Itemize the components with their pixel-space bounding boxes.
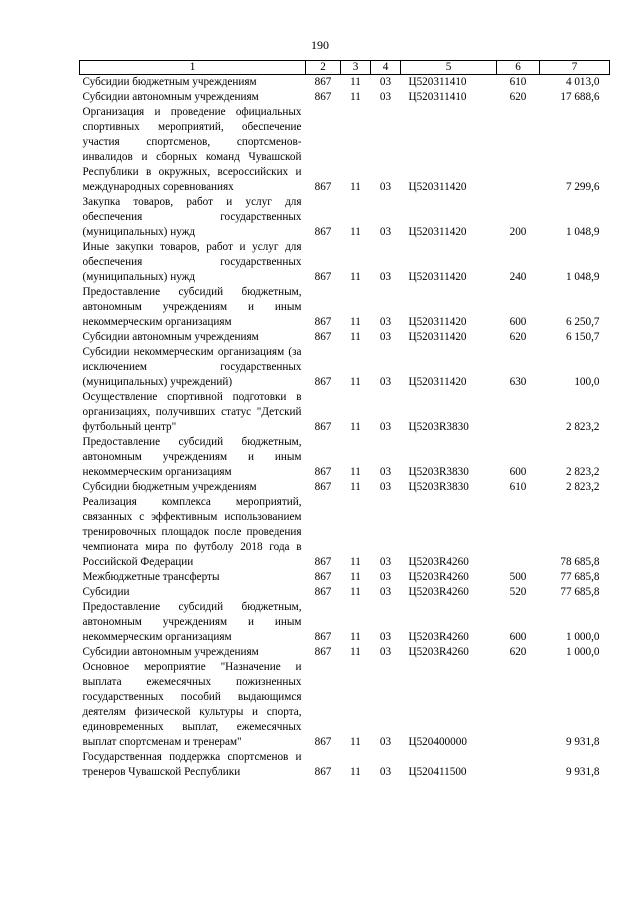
row-section-code: 11 xyxy=(350,481,361,493)
row-target-code: Ц5203R4260 xyxy=(408,646,469,658)
row-subsection-code: 03 xyxy=(379,556,392,568)
row-ministry-code: 867 xyxy=(314,481,332,493)
table-row xyxy=(80,285,610,330)
row-section-code: 11 xyxy=(350,331,361,343)
row-section-code: 11 xyxy=(350,316,361,328)
row-section-code: 11 xyxy=(350,91,361,103)
row-expense-type: 610 xyxy=(509,481,527,493)
row-section-code: 11 xyxy=(350,466,361,478)
row-section-code: 11 xyxy=(350,766,361,778)
row-subsection-code: 03 xyxy=(379,571,392,583)
page-number: 190 xyxy=(311,38,329,52)
column-header: 5 xyxy=(401,61,497,75)
row-name: Закупка товаров, работ и услуг для обеспечения государственных (муниципальных) нужд xyxy=(82,196,302,238)
row-section-code: 11 xyxy=(350,376,361,388)
row-name: Предоставление субсидий бюджетным, автономным учреждениям и иным некоммерческим организациям xyxy=(82,436,302,478)
row-subsection-code: 03 xyxy=(379,181,392,193)
row-subsection-code: 03 xyxy=(379,421,392,433)
row-subsection-code: 03 xyxy=(379,226,392,238)
row-subsection-code: 03 xyxy=(379,376,392,388)
row-ministry-code: 867 xyxy=(314,331,332,343)
row-ministry-code: 867 xyxy=(314,76,332,88)
row-subsection-code: 03 xyxy=(379,736,392,748)
table-row xyxy=(80,480,610,495)
row-target-code: Ц520311420 xyxy=(408,331,467,343)
row-expense-type: 200 xyxy=(509,226,527,238)
row-target-code: Ц5203R4260 xyxy=(408,571,469,583)
row-target-code: Ц520400000 xyxy=(408,736,467,748)
row-expense-type: 600 xyxy=(509,631,527,643)
row-subsection-code: 03 xyxy=(379,766,392,778)
row-ministry-code: 867 xyxy=(314,766,332,778)
row-expense-type: 620 xyxy=(509,646,527,658)
row-ministry-code: 867 xyxy=(314,586,332,598)
row-amount: 77 685,8 xyxy=(560,571,600,583)
row-target-code: Ц520311420 xyxy=(408,316,467,328)
row-name: Государственная поддержка спортсменов и тренеров Чувашской Республики xyxy=(82,751,302,778)
row-target-code: Ц520311420 xyxy=(408,271,467,283)
row-amount: 9 931,8 xyxy=(565,766,600,778)
table-row xyxy=(80,585,610,600)
row-ministry-code: 867 xyxy=(314,421,332,433)
column-header: 7 xyxy=(540,61,610,75)
row-ministry-code: 867 xyxy=(314,631,332,643)
row-amount: 2 823,2 xyxy=(565,481,600,493)
row-name: Субсидии бюджетным учреждениям xyxy=(82,481,257,493)
row-target-code: Ц520311410 xyxy=(408,76,467,88)
row-amount: 9 931,8 xyxy=(565,736,600,748)
row-name: Межбюджетные трансферты xyxy=(82,571,220,583)
table-row xyxy=(80,600,610,645)
table-row xyxy=(80,330,610,345)
table-row xyxy=(80,105,610,195)
row-target-code: Ц5203R4260 xyxy=(408,586,469,598)
row-expense-type xyxy=(497,390,540,435)
row-subsection-code: 03 xyxy=(379,481,392,493)
row-amount: 6 150,7 xyxy=(565,331,600,343)
row-subsection-code: 03 xyxy=(379,466,392,478)
row-ministry-code: 867 xyxy=(314,646,332,658)
row-name: Предоставление субсидий бюджетным, автономным учреждениям и иным некоммерческим организациям xyxy=(82,601,302,643)
row-expense-type: 610 xyxy=(509,76,527,88)
row-name: Субсидии автономным учреждениям xyxy=(82,91,259,103)
row-ministry-code: 867 xyxy=(314,466,332,478)
row-name: Субсидии автономным учреждениям xyxy=(82,646,259,658)
row-target-code: Ц520311410 xyxy=(408,91,467,103)
row-section-code: 11 xyxy=(350,736,361,748)
row-amount: 1 000,0 xyxy=(565,631,600,643)
row-expense-type: 630 xyxy=(509,376,527,388)
table-row xyxy=(80,75,610,91)
row-expense-type: 600 xyxy=(509,466,527,478)
row-subsection-code: 03 xyxy=(379,646,392,658)
table-row xyxy=(80,240,610,285)
row-ministry-code: 867 xyxy=(314,271,332,283)
row-name: Субсидии xyxy=(82,586,130,598)
row-target-code: Ц520311420 xyxy=(408,226,467,238)
row-name: Осуществление спортивной подготовки в организациях, получивших статус "Детский футбольный центр" xyxy=(82,391,302,433)
row-subsection-code: 03 xyxy=(379,586,392,598)
row-section-code: 11 xyxy=(350,421,361,433)
row-section-code: 11 xyxy=(350,631,361,643)
row-target-code: Ц520411500 xyxy=(408,766,467,778)
row-ministry-code: 867 xyxy=(314,316,332,328)
row-amount: 7 299,6 xyxy=(565,181,600,193)
row-amount: 2 823,2 xyxy=(565,466,600,478)
row-expense-type: 600 xyxy=(509,316,527,328)
row-expense-type xyxy=(497,495,540,570)
row-subsection-code: 03 xyxy=(379,331,392,343)
column-header: 3 xyxy=(341,61,371,75)
row-amount: 77 685,8 xyxy=(560,586,600,598)
budget-table xyxy=(79,60,610,780)
row-amount: 4 013,0 xyxy=(565,76,600,88)
table-row xyxy=(80,90,610,105)
row-target-code: Ц5203R3830 xyxy=(408,481,469,493)
row-amount: 1 000,0 xyxy=(565,646,600,658)
row-amount: 1 048,9 xyxy=(565,226,600,238)
row-section-code: 11 xyxy=(350,646,361,658)
row-name: Субсидии автономным учреждениям xyxy=(82,331,259,343)
row-section-code: 11 xyxy=(350,586,361,598)
row-target-code: Ц5203R4260 xyxy=(408,556,469,568)
row-expense-type: 500 xyxy=(509,571,527,583)
row-expense-type xyxy=(497,660,540,750)
row-expense-type: 620 xyxy=(509,91,527,103)
table-row xyxy=(80,195,610,240)
table-row xyxy=(80,495,610,570)
row-target-code: Ц520311420 xyxy=(408,181,467,193)
row-name: Субсидии бюджетным учреждениям xyxy=(82,76,257,88)
row-expense-type xyxy=(497,105,540,195)
row-name: Основное мероприятие "Назначение и выплата ежемесячных пожизненных государственных пособий выдающимся деятелям физической культуры и спорта, единовременных выплат, ежемесячных выплат спортсменам и тренерам" xyxy=(82,661,302,748)
row-ministry-code: 867 xyxy=(314,376,332,388)
table-row xyxy=(80,660,610,750)
row-amount: 6 250,7 xyxy=(565,316,600,328)
row-expense-type: 620 xyxy=(509,331,527,343)
row-expense-type: 240 xyxy=(509,271,527,283)
row-amount: 1 048,9 xyxy=(565,271,600,283)
row-amount: 17 688,6 xyxy=(560,91,600,103)
row-name: Субсидии некоммерческим организациям (за исключением государственных (муниципальных) учреждений) xyxy=(82,346,302,388)
table-row xyxy=(80,750,610,780)
row-name: Реализация комплекса мероприятий, связанных с эффективным использованием тренировочных площадок после проведения чемпионата мира по футболу 2018 года в Российской Федерации xyxy=(82,496,302,568)
row-section-code: 11 xyxy=(350,76,361,88)
row-ministry-code: 867 xyxy=(314,226,332,238)
table-row xyxy=(80,390,610,435)
column-header: 4 xyxy=(371,61,401,75)
row-subsection-code: 03 xyxy=(379,76,392,88)
row-expense-type: 520 xyxy=(509,586,527,598)
row-name: Иные закупки товаров, работ и услуг для обеспечения государственных (муниципальных) нужд xyxy=(82,241,302,283)
row-subsection-code: 03 xyxy=(379,316,392,328)
table-row xyxy=(80,645,610,660)
row-section-code: 11 xyxy=(350,226,361,238)
table-row xyxy=(80,570,610,585)
column-header: 1 xyxy=(80,61,306,75)
row-subsection-code: 03 xyxy=(379,271,392,283)
row-section-code: 11 xyxy=(350,271,361,283)
table-row xyxy=(80,435,610,480)
row-name: Предоставление субсидий бюджетным, автономным учреждениям и иным некоммерческим организациям xyxy=(82,286,302,328)
row-ministry-code: 867 xyxy=(314,736,332,748)
row-amount: 78 685,8 xyxy=(560,556,600,568)
row-expense-type xyxy=(497,750,540,780)
row-ministry-code: 867 xyxy=(314,91,332,103)
table-body xyxy=(80,75,610,781)
row-subsection-code: 03 xyxy=(379,631,392,643)
row-section-code: 11 xyxy=(350,571,361,583)
column-header: 6 xyxy=(497,61,540,75)
column-header: 2 xyxy=(306,61,341,75)
row-ministry-code: 867 xyxy=(314,556,332,568)
row-ministry-code: 867 xyxy=(314,571,332,583)
row-target-code: Ц520311420 xyxy=(408,376,467,388)
row-amount: 100,0 xyxy=(574,376,600,388)
row-target-code: Ц5203R3830 xyxy=(408,466,469,478)
row-amount: 2 823,2 xyxy=(565,421,600,433)
row-name: Организация и проведение официальных спортивных мероприятий, обеспечение участия спортсменов, спортсменов-инвалидов и сборных команд Чувашской Республики в окружных, всероссийских и международных соревнованиях xyxy=(82,106,302,193)
row-target-code: Ц5203R3830 xyxy=(408,421,469,433)
row-subsection-code: 03 xyxy=(379,91,392,103)
table-row xyxy=(80,345,610,390)
row-section-code: 11 xyxy=(350,556,361,568)
table-header-row xyxy=(80,61,610,75)
row-ministry-code: 867 xyxy=(314,181,332,193)
row-section-code: 11 xyxy=(350,181,361,193)
row-target-code: Ц5203R4260 xyxy=(408,631,469,643)
